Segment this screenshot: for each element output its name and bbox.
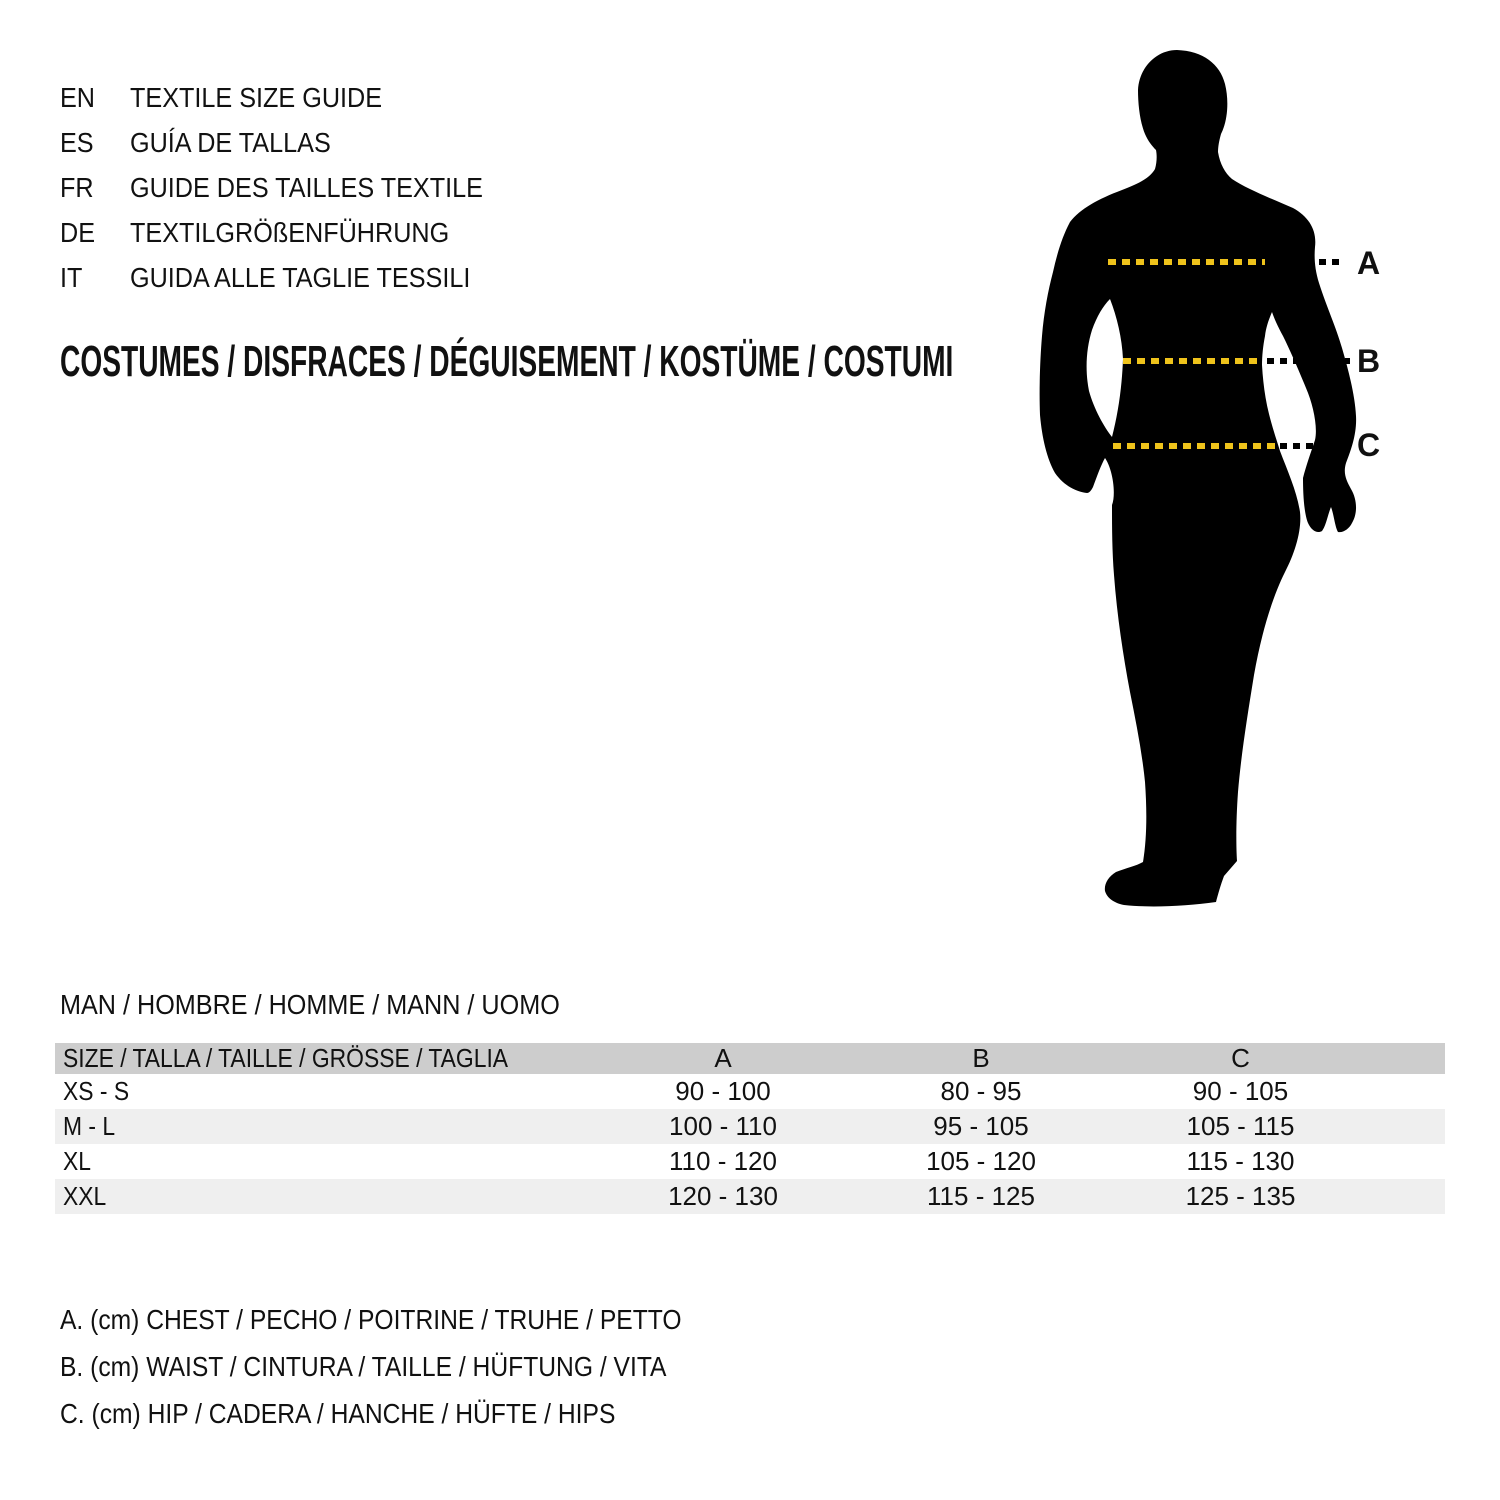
legend-item-hip: C. (cm) HIP / CADERA / HANCHE / HÜFTE / HIPS xyxy=(60,1398,616,1429)
measure-label-b: B xyxy=(1357,343,1381,379)
value-cell: 100 - 110 xyxy=(669,1111,777,1141)
legend-item-chest: A. (cm) CHEST / PECHO / POITRINE / TRUHE / PETTO xyxy=(60,1304,682,1335)
size-cell: XL xyxy=(63,1146,91,1176)
size-table-header-c: C xyxy=(1231,1043,1250,1073)
table-row xyxy=(55,1109,1445,1144)
measure-line-b-dash-yellow xyxy=(1123,358,1263,364)
language-code: FR xyxy=(60,172,94,203)
value-cell: 120 - 130 xyxy=(668,1181,778,1211)
section-heading-text: MAN / HOMBRE / HOMME / MANN / UOMO xyxy=(60,989,560,1020)
legend-item-waist: B. (cm) WAIST / CINTURA / TAILLE / HÜFTUNG / VITA xyxy=(60,1351,667,1382)
table-row xyxy=(55,1144,1445,1179)
measure-line-a-dash-yellow xyxy=(1108,259,1265,265)
section-heading xyxy=(60,991,615,1019)
size-cell: M - L xyxy=(63,1111,116,1141)
size-cell: XS - S xyxy=(63,1076,130,1106)
measure-label-a: A xyxy=(1357,245,1381,281)
language-title: GUÍA DE TALLAS xyxy=(130,127,331,158)
language-row xyxy=(60,75,522,120)
value-cell: 105 - 115 xyxy=(1186,1111,1295,1141)
language-row xyxy=(60,210,522,255)
value-cell: 115 - 130 xyxy=(1186,1146,1295,1176)
value-cell: 105 - 120 xyxy=(926,1146,1036,1176)
category-heading-text: COSTUMES / DISFRACES / DÉGUISEMENT / KOSTÜME / COSTUMI xyxy=(60,337,954,386)
language-title: TEXTILGRÖßENFÜHRUNG xyxy=(130,217,450,248)
value-cell: 90 - 100 xyxy=(675,1076,771,1106)
language-code: IT xyxy=(60,262,83,293)
measure-line-c-dash-yellow xyxy=(1113,443,1277,449)
size-table-header-a: A xyxy=(714,1043,732,1073)
value-cell: 115 - 125 xyxy=(927,1181,1035,1211)
size-table-header-row xyxy=(55,1043,1445,1074)
value-cell: 80 - 95 xyxy=(940,1076,1022,1106)
value-cell: 90 - 105 xyxy=(1192,1076,1289,1106)
size-table-header-b: B xyxy=(972,1043,990,1073)
language-title: TEXTILE SIZE GUIDE xyxy=(130,82,383,113)
table-row xyxy=(55,1074,1445,1109)
value-cell: 110 - 120 xyxy=(669,1146,777,1176)
measurement-legend xyxy=(60,1296,766,1437)
table-row xyxy=(55,1179,1445,1214)
language-title-block xyxy=(60,75,522,300)
language-row xyxy=(60,165,522,210)
language-row xyxy=(60,255,522,300)
size-table-header-size: SIZE / TALLA / TAILLE / GRÖSSE / TAGLIA xyxy=(63,1043,509,1073)
language-code: DE xyxy=(60,217,96,248)
size-cell: XXL xyxy=(63,1181,107,1211)
language-row xyxy=(60,120,522,165)
value-cell: 125 - 135 xyxy=(1185,1181,1296,1211)
man-silhouette xyxy=(1030,45,1370,915)
measure-label-c: C xyxy=(1357,427,1381,463)
language-title: GUIDE DES TAILLES TEXTILE xyxy=(130,172,483,203)
language-title: GUIDA ALLE TAGLIE TESSILI xyxy=(130,262,471,293)
language-code: EN xyxy=(60,82,96,113)
value-cell: 95 - 105 xyxy=(933,1111,1029,1141)
size-table xyxy=(55,1043,1445,1214)
language-code: ES xyxy=(60,127,94,158)
